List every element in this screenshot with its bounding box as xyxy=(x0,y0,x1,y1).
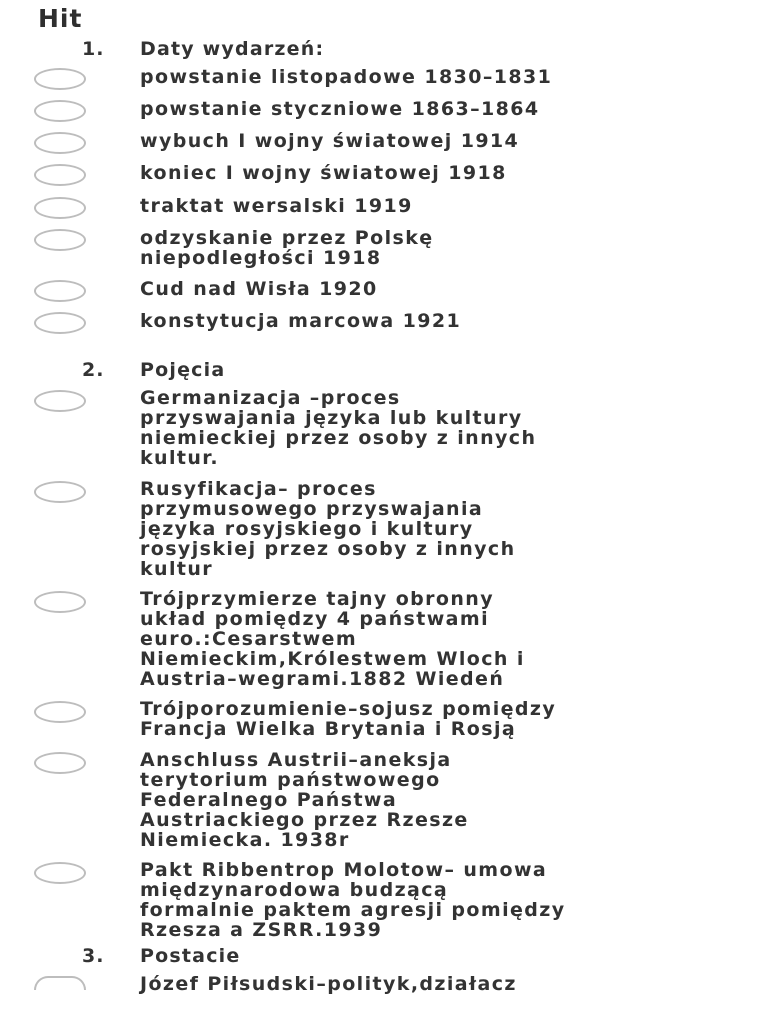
section-heading: Daty wydarzeń: xyxy=(140,38,325,60)
list-item: Anschluss Austrii–aneksja terytorium państwowego Federalnego Państwa Austriackiego przez Rzesze Niemiecka. 1938r xyxy=(140,749,469,851)
list-item: odzyskanie przez Polskę niepodległości 1918 xyxy=(140,227,434,269)
radio-button[interactable] xyxy=(34,68,86,90)
list-item: Trójporozumienie–sojusz pomiędzy Francja Wielka Brytania i Rosją xyxy=(140,698,557,740)
list-item: Józef Piłsudski–polityk,działacz xyxy=(140,973,517,995)
radio-button[interactable] xyxy=(34,976,86,990)
list-item: traktat wersalski 1919 xyxy=(140,195,413,217)
list-item: powstanie listopadowe 1830–1831 xyxy=(140,66,553,88)
radio-button[interactable] xyxy=(34,132,86,154)
radio-button[interactable] xyxy=(34,390,86,412)
radio-button[interactable] xyxy=(34,701,86,723)
section-heading: Pojęcia xyxy=(140,359,226,381)
list-item: powstanie styczniowe 1863–1864 xyxy=(140,98,540,120)
section-number: 2. xyxy=(82,359,105,381)
list-item: wybuch I wojny światowej 1914 xyxy=(140,130,520,152)
radio-button[interactable] xyxy=(34,591,86,613)
radio-button[interactable] xyxy=(34,100,86,122)
list-item: Pakt Ribbentrop Molotow– umowa międzynarodowa budzącą formalnie paktem agresji pomiędzy Rzesza a ZSRR.1939 xyxy=(140,859,566,941)
radio-button[interactable] xyxy=(34,862,86,884)
list-item: Germanizacja –proces przyswajania języka lub kultury niemieckiej przez osoby z innych kultur. xyxy=(140,387,537,469)
radio-button[interactable] xyxy=(34,197,86,219)
list-item: Trójprzymierze tajny obronny układ pomiędzy 4 państwami euro.:Cesarstwem Niemieckim,Królestwem Wloch i Austria–wegrami.1882 Wiedeń xyxy=(140,588,525,690)
list-item: Cud nad Wisła 1920 xyxy=(140,278,378,300)
document-title: Hit xyxy=(38,4,83,33)
radio-button[interactable] xyxy=(34,280,86,302)
section-number: 3. xyxy=(82,945,105,967)
section-number: 1. xyxy=(82,38,105,60)
section-heading: Postacie xyxy=(140,945,241,967)
radio-button[interactable] xyxy=(34,752,86,774)
list-item: Rusyfikacja– proces przymusowego przyswajania języka rosyjskiego i kultury rosyjskiej przez osoby z innych kultur xyxy=(140,478,516,580)
list-item: konstytucja marcowa 1921 xyxy=(140,310,462,332)
radio-button[interactable] xyxy=(34,229,86,251)
radio-button[interactable] xyxy=(34,164,86,186)
radio-button[interactable] xyxy=(34,312,86,334)
radio-button[interactable] xyxy=(34,481,86,503)
list-item: koniec I wojny światowej 1918 xyxy=(140,162,507,184)
